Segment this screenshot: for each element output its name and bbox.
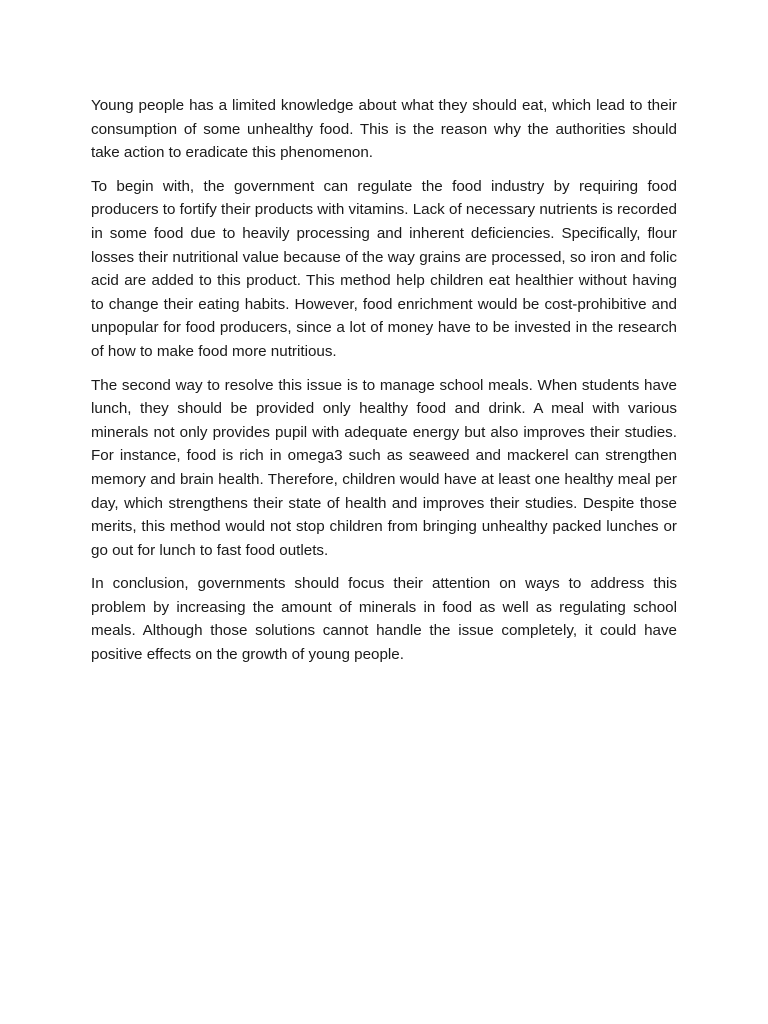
paragraph-conclusion: In conclusion, governments should focus their attention on ways to address this problem by increasing the amount of minerals in food as well as regulating school meals. Although those solutions cannot handle the issue completely, it could have positive effects on the growth of young people. [91,575,682,664]
essay-body [91,94,686,677]
paragraph-food-fortification: To begin with, the government can regulate the food industry by requiring food producers to fortify their products with vitamins. Lack of necessary nutrients is recorded in some food due to heavily processing and inherent deficiencies. Specifically, flour losses their nutritional value because of the way grains are processed, so iron and folic acid are added to this product. This method help children eat healthier without having to change their eating habits. However, food enrichment would be cost-prohibitive and unpopular for food producers, since a lot of money have to be invested in the research of how to make food more nutritious. [91,177,682,360]
paragraph-introduction: Young people has a limited knowledge about what they should eat, which lead to their consumption of some unhealthy food. This is the reason why the authorities should take action to eradicate this phenomenon. [91,97,682,162]
paragraph-school-meals: The second way to resolve this issue is to manage school meals. When students have lunch, they should be provided only healthy food and drink. A meal with various minerals not only provides pupil with adequate energy but also improves their studies. For instance, food is rich in omega3 such as seaweed and mackerel can strengthen memory and brain health. Therefore, children would have at least one healthy meal per day, which strengthens their state of health and improves their studies. Despite those merits, this method would not stop children from bringing unhealthy packed lunches or go out for lunch to fast food outlets. [91,376,686,559]
